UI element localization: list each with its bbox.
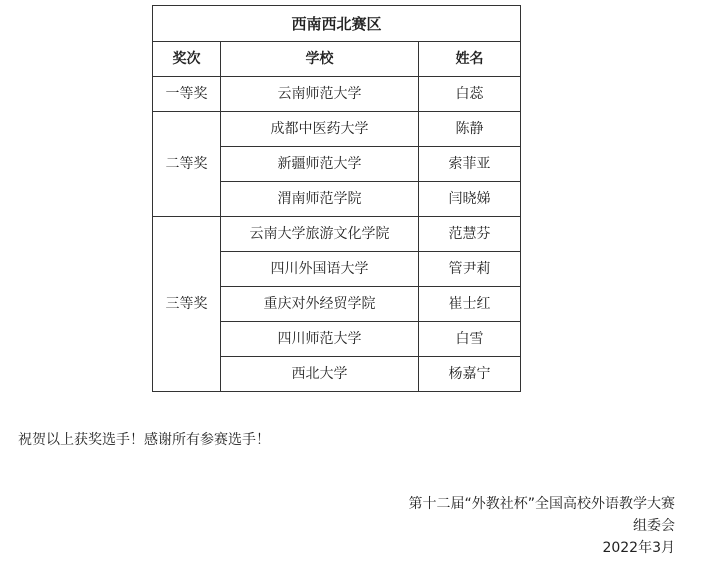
- name-cell: 白蕊: [419, 77, 521, 112]
- signoff-date: 2022年3月: [602, 540, 675, 556]
- region-title: 西南西北赛区: [153, 6, 521, 42]
- name-cell: 索菲亚: [419, 147, 521, 182]
- congratulations-text: 祝贺以上获奖选手！感谢所有参赛选手！: [18, 432, 270, 448]
- award-cell-first: 一等奖: [153, 77, 221, 112]
- school-cell: 四川外国语大学: [221, 252, 419, 287]
- name-cell: 崔士红: [419, 287, 521, 322]
- name-cell: 闫晓娣: [419, 182, 521, 217]
- award-cell-second: 二等奖: [153, 112, 221, 217]
- school-cell: 重庆对外经贸学院: [221, 287, 419, 322]
- name-cell: 陈静: [419, 112, 521, 147]
- school-cell: 四川师范大学: [221, 322, 419, 357]
- name-cell: 管尹莉: [419, 252, 521, 287]
- name-cell: 杨嘉宁: [419, 357, 521, 392]
- organizer-event-name: 第十二届“外教社杯”全国高校外语教学大赛: [408, 496, 675, 512]
- name-cell: 范慧芬: [419, 217, 521, 252]
- header-award: 奖次: [153, 42, 221, 77]
- school-cell: 云南大学旅游文化学院: [221, 217, 419, 252]
- award-cell-third: 三等奖: [153, 217, 221, 392]
- table-row: [153, 217, 521, 252]
- school-cell: 云南师范大学: [221, 77, 419, 112]
- school-cell: 成都中医药大学: [221, 112, 419, 147]
- table-row: [153, 112, 521, 147]
- header-school: 学校: [221, 42, 419, 77]
- school-cell: 渭南师范学院: [221, 182, 419, 217]
- school-cell: 新疆师范大学: [221, 147, 419, 182]
- organizer-committee: 组委会: [633, 518, 675, 534]
- header-name: 姓名: [419, 42, 521, 77]
- table-row: [153, 77, 521, 112]
- name-cell: 白雪: [419, 322, 521, 357]
- school-cell: 西北大学: [221, 357, 419, 392]
- award-table: [152, 5, 521, 392]
- signoff-block: [408, 493, 675, 559]
